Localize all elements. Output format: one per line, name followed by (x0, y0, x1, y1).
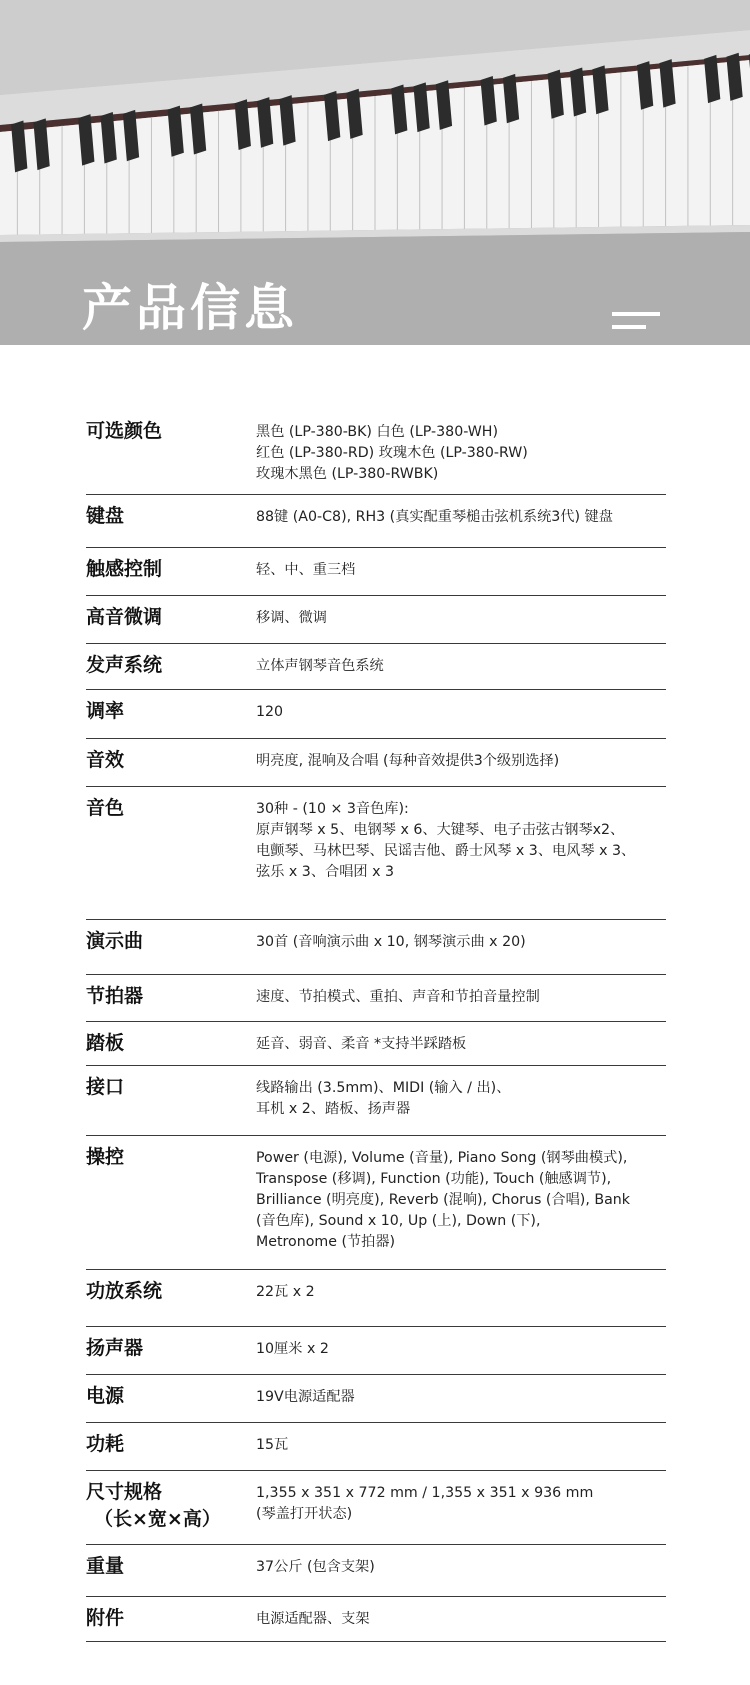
hero-banner (0, 0, 750, 345)
spec-label (86, 975, 256, 1021)
spec-label-text: 演示曲 (86, 930, 144, 952)
spec-value-line: 移调、微调 (256, 610, 327, 626)
spec-row (86, 548, 666, 596)
spec-label (86, 1597, 256, 1641)
spec-label-text: 尺寸规格 (86, 1481, 163, 1503)
spec-value-line: 速度、节拍模式、重拍、声音和节拍音量控制 (256, 989, 540, 1005)
spec-row (86, 1423, 666, 1471)
spec-value (256, 739, 666, 786)
spec-label-text: 接口 (86, 1076, 125, 1098)
spec-value (256, 1066, 666, 1135)
spec-row (86, 1066, 666, 1136)
spec-value-line: 轻、中、重三档 (256, 562, 356, 578)
menu-icon[interactable] (612, 312, 660, 330)
spec-value (256, 1270, 666, 1326)
spec-row (86, 410, 666, 495)
spec-label (86, 1022, 256, 1065)
spec-label (86, 548, 256, 595)
spec-value-line: 延音、弱音、柔音 *支持半踩踏板 (256, 1036, 467, 1052)
spec-label-text: 功耗 (86, 1433, 125, 1455)
spec-label (86, 1545, 256, 1596)
spec-label-sub: （长×宽×高） (94, 1508, 221, 1530)
spec-value-line: 耳机 x 2、踏板、扬声器 (256, 1101, 411, 1117)
spec-value-line: (音色库), Sound x 10, Up (上), Down (下), (256, 1213, 541, 1229)
spec-value-line: 19V电源适配器 (256, 1389, 355, 1405)
spec-label (86, 1327, 256, 1374)
spec-value (256, 596, 666, 643)
spec-label (86, 1066, 256, 1135)
spec-label (86, 644, 256, 689)
spec-label-text: 电源 (86, 1385, 125, 1407)
spec-value-line: 88键 (A0-C8), RH3 (真实配重琴槌击弦机系统3代) 键盘 (256, 509, 613, 525)
spec-value (256, 495, 666, 547)
spec-value-line: 10厘米 x 2 (256, 1341, 329, 1357)
spec-value (256, 787, 666, 919)
spec-row (86, 1022, 666, 1066)
spec-value (256, 410, 666, 494)
spec-value-line: 原声钢琴 x 5、电钢琴 x 6、大键琴、电子击弦古钢琴x2、 (256, 822, 625, 838)
spec-label (86, 596, 256, 643)
spec-value (256, 1375, 666, 1422)
spec-label (86, 495, 256, 547)
spec-label (86, 1136, 256, 1269)
spec-value-line: 弦乐 x 3、合唱团 x 3 (256, 864, 395, 880)
spec-row (86, 739, 666, 787)
spec-row (86, 920, 666, 975)
spec-label-text: 附件 (86, 1607, 125, 1629)
spec-label-text: 调率 (86, 700, 125, 722)
spec-value-line: 立体声钢琴音色系统 (256, 658, 384, 674)
spec-value (256, 690, 666, 738)
spec-value-line: 1,355 x 351 x 772 mm / 1,355 x 351 x 936 mm (256, 1485, 594, 1501)
spec-row (86, 690, 666, 739)
spec-label (86, 690, 256, 738)
spec-label-text: 可选颜色 (86, 420, 163, 442)
spec-label (86, 787, 256, 919)
spec-label-text: 操控 (86, 1146, 125, 1168)
spec-value-line: 30首 (音响演示曲 x 10, 钢琴演示曲 x 20) (256, 934, 526, 950)
spec-value-line: 玫瑰木黑色 (LP-380-RWBK) (256, 466, 439, 482)
spec-label-text: 重量 (86, 1555, 125, 1577)
spec-value-line: 电源适配器、支架 (256, 1611, 370, 1627)
spec-row (86, 644, 666, 690)
spec-value-line: 30种 - (10 × 3音色库): (256, 801, 409, 817)
spec-value-line: 明亮度, 混响及合唱 (每种音效提供3个级别选择) (256, 753, 560, 769)
spec-value-line: Brilliance (明亮度), Reverb (混响), Chorus (合唱), Bank (256, 1192, 631, 1208)
spec-label (86, 920, 256, 974)
spec-value-line: 37公斤 (包含支架) (256, 1559, 375, 1575)
spec-row (86, 1545, 666, 1597)
spec-label (86, 1471, 256, 1544)
page-title: 产品信息 (82, 279, 298, 337)
spec-row (86, 1327, 666, 1375)
spec-value (256, 1327, 666, 1374)
spec-value-line: Power (电源), Volume (音量), Piano Song (钢琴曲模式), (256, 1150, 628, 1166)
spec-value-line: Transpose (移调), Function (功能), Touch (触感调节), (256, 1171, 612, 1187)
spec-label (86, 1375, 256, 1422)
spec-value (256, 975, 666, 1021)
spec-value-line: 红色 (LP-380-RD) 玫瑰木色 (LP-380-RW) (256, 445, 528, 461)
spec-value-line: (琴盖打开状态) (256, 1506, 353, 1522)
spec-label-text: 音效 (86, 749, 125, 771)
spec-value-line: 15瓦 (256, 1437, 289, 1453)
spec-value (256, 1471, 666, 1544)
spec-value (256, 1545, 666, 1596)
spec-label-text: 高音微调 (86, 606, 163, 628)
spec-table (86, 410, 666, 1642)
spec-label-text: 音色 (86, 797, 125, 819)
spec-label-text: 扬声器 (86, 1337, 144, 1359)
spec-value-line: 电颤琴、马林巴琴、民谣吉他、爵士风琴 x 3、电风琴 x 3、 (256, 843, 636, 859)
spec-label (86, 410, 256, 494)
spec-row (86, 1375, 666, 1423)
spec-value-line: 线路输出 (3.5mm)、MIDI (输入 / 出)、 (256, 1080, 511, 1096)
spec-label-text: 踏板 (86, 1032, 125, 1054)
spec-label-text: 发声系统 (86, 654, 163, 676)
spec-row (86, 1270, 666, 1327)
spec-row (86, 1597, 666, 1642)
spec-value-line: 120 (256, 704, 284, 720)
spec-value (256, 1597, 666, 1641)
spec-label-text: 功放系统 (86, 1280, 163, 1302)
spec-row (86, 596, 666, 644)
spec-value (256, 644, 666, 689)
spec-label (86, 1270, 256, 1326)
spec-row (86, 1471, 666, 1545)
spec-value-line: 22瓦 x 2 (256, 1284, 315, 1300)
spec-row (86, 1136, 666, 1270)
spec-value (256, 1136, 666, 1269)
spec-value (256, 1423, 666, 1470)
spec-row (86, 495, 666, 548)
spec-label-text: 触感控制 (86, 558, 163, 580)
spec-label (86, 1423, 256, 1470)
spec-label-text: 节拍器 (86, 985, 144, 1007)
spec-value (256, 920, 666, 974)
spec-label-text: 键盘 (86, 505, 125, 527)
spec-label (86, 739, 256, 786)
spec-row (86, 787, 666, 920)
spec-row (86, 975, 666, 1022)
spec-value (256, 1022, 666, 1065)
spec-value-line: Metronome (节拍器) (256, 1234, 396, 1250)
spec-value-line: 黑色 (LP-380-BK) 白色 (LP-380-WH) (256, 424, 499, 440)
spec-value (256, 548, 666, 595)
